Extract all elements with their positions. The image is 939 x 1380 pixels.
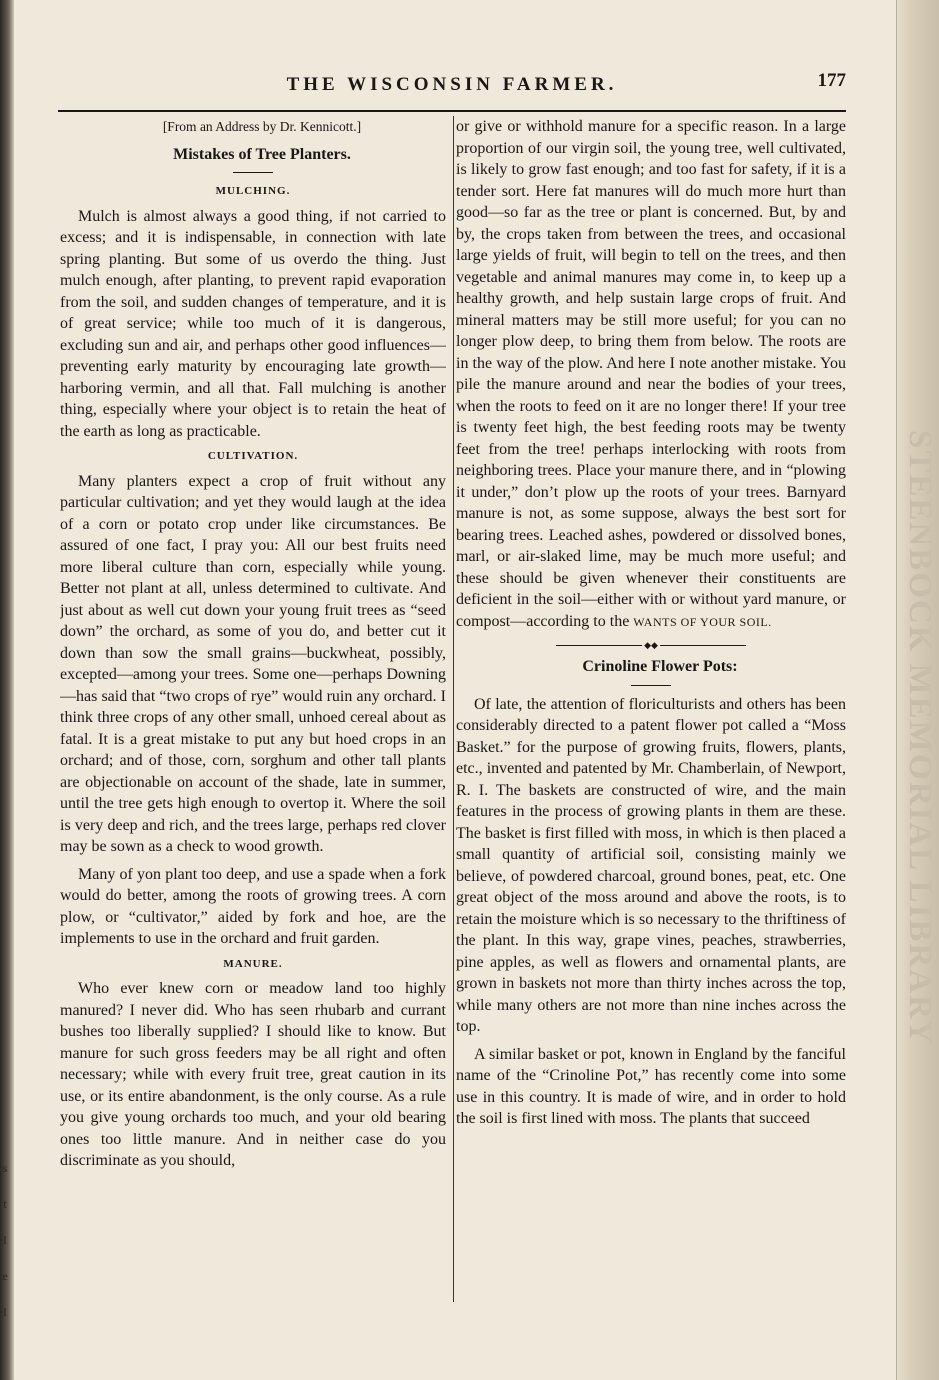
article-title-crinoline: Crinoline Flower Pots:: [582, 658, 738, 675]
article-attribution: [From an Address by Dr. Kennicott.]: [162, 119, 362, 134]
running-title: THE WISCONSIN FARMER.: [286, 74, 618, 95]
title-rule: [631, 685, 671, 686]
margin-letter: l: [3, 1233, 7, 1247]
continued-text: or give or withhold manure for a specific reason. In a large proportion of our virgin soil, the young tree, well cultivated, is likely to grow fast enough; and too fast for safety, if it is a tender sort. Here fat manures will do much more hurt than good—so far as the tree or plant is concerned. But, by and by, the crops taken from between the trees, and occasional large yields of fruit, will begin to tell on the trees, and then vegetable and animal manures may come in, to keep up a healthy growth, and help sustain large crops of fruit. And mineral matters may be still more useful; for you can no longer plow deep, to bring them from below. The roots are in the way of the plow. And here I note another mistake. You pile the manure around and near the bodies of your trees, when the roots to feed on it are no longer there! If your tree is twenty feet high, the best feeding roots may be twenty feet from the tree! perhaps interlocking with roots from neighboring trees. Place your manure there, and in “plowing it under,” don’t plow up the roots of your trees. Barnyard manure is not, as some suppose, always the best sort for bearing trees. Leached ashes, powdered or dissolved bones, marl, or air-slaked lime, may be much more useful; and these should be given whenever their constituents are deficient in the soil—either with or without yard manure, or compost—according to the: [456, 118, 846, 630]
article-divider: [556, 640, 746, 650]
paragraph: Who ever knew corn or meadow land too highly manured? I never did. Who has seen rhubarb and currant bushes too liberally supplied? I should like to know. But manure for such gross feeders may be all right and often necessary; while with every fruit tree, great caution in its use, or its entire abandonment, is the only course. As a rule you give young orchards too much, and your old bearing ones too little manure. And in neither case do you discriminate as you should,: [60, 980, 446, 1169]
margin-letters: [0, 1150, 10, 1330]
margin-letter: l: [3, 1305, 7, 1319]
margin-letter: t: [3, 1197, 7, 1211]
column-rule: [453, 116, 454, 1302]
margin-letter: e: [2, 1269, 8, 1283]
section-heading-manure: MANURE.: [223, 957, 283, 970]
margin-letter: s: [2, 1161, 8, 1175]
section-heading-cultivation: CULTIVATION.: [207, 450, 299, 462]
page-number: 177: [817, 70, 846, 91]
title-rule: [233, 172, 273, 173]
paragraph: Mulch is almost always a good thing, if not carried to excess; and it is indispensable, in connection with late spring planting. But some of us overdo the thing. Just mulch enough, after planting, to prevent rapid evaporation from the soil, and sudden changes of temperature, and it is of great service; while too much of it is dangerous, excluding sun and air, and perhaps other good influences—preventing early maturity by encouraging late growth—harboring vermin, and all that. Fall mulching is another thing, especially where your object is to retain the heat of the earth as long as practicable.: [60, 207, 446, 440]
paragraph: Of late, the attention of floriculturists and others has been considerably directed to a patent flower pot called a “Moss Basket.” for the purpose of growing fruits, flowers, plants, etc., invented and patented by Mr. Chamberlain, of Newport, R. I. The baskets are constructed of wire, and the main features in the process of growing plants in them are these. The basket is first filled with moss, in which is then placed a small quantity of artificial soil, consisting mainly we believe, of powdered charcoal, ground bones, peat, etc. One great object of the moss around and above the roots, is to retain the moisture which is so necessary to the thriftiness of the plant. In this way, grape vines, peaches, strawberries, pine apples, as well as flowers and ornamental plants, are grown in baskets not more than thirty inches across the top, while many others are not more than nine inches across the top.: [456, 695, 846, 1035]
divider-ornament: ◆◆: [644, 640, 658, 650]
page-header: [58, 70, 846, 100]
paragraph: Many of yon plant too deep, and use a spade when a fork would do better, among the roots of growing trees. A corn plow, or “cultivator,” aided by fork and hoe, are the implements to use in the orchard and fruit garden.: [60, 865, 446, 947]
left-column: [60, 116, 446, 1306]
paragraph: A similar basket or pot, known in England by the fanciful name of the “Crinoline Pot,” has recently come into some use in this country. It is made of wire, and in order to hold the soil is first lined with moss. The plants that succeed: [456, 1045, 846, 1127]
article-title: Mistakes of Tree Planters.: [173, 145, 351, 163]
library-stamp: STEENBOCK MEMORIAL LIBRARY: [902, 430, 938, 1046]
section-heading-mulching: MULCHING.: [215, 185, 291, 197]
continued-tail: WANTS OF YOUR SOIL.: [633, 614, 772, 629]
right-column: [456, 116, 846, 1306]
continued-paragraph: [456, 116, 846, 633]
header-rule: [58, 110, 846, 112]
paragraph: Many planters expect a crop of fruit without any particular cultivation; and yet they would laugh at the idea of a corn or potato crop under like circumstances. Be assured of one fact, I pray you: All our best fruits need more liberal culture than corn, especially while young. Better not plant at all, unless determined to cultivate. And just about as well cut down your young fruit trees as “seed down” the orchard, as some of you do, and better cut it down than sow the small grains—buckwheat, possibly, excepted—among your trees. Some one—perhaps Downing—has said that “two crops of rye” would ruin any orchard. I think three crops of any other small, unhoed cereal about as fatal. It is a great mistake to put any but hoed crops in an orchard; and of those, corn, sorghum and other tall plants are objectionable on account of the shade, late in summer, until the tree gets high enough to overtop it. Where the soil is very deep and rich, and the trees large, perhaps red clover may be sown as a check to wood growth.: [60, 472, 446, 855]
